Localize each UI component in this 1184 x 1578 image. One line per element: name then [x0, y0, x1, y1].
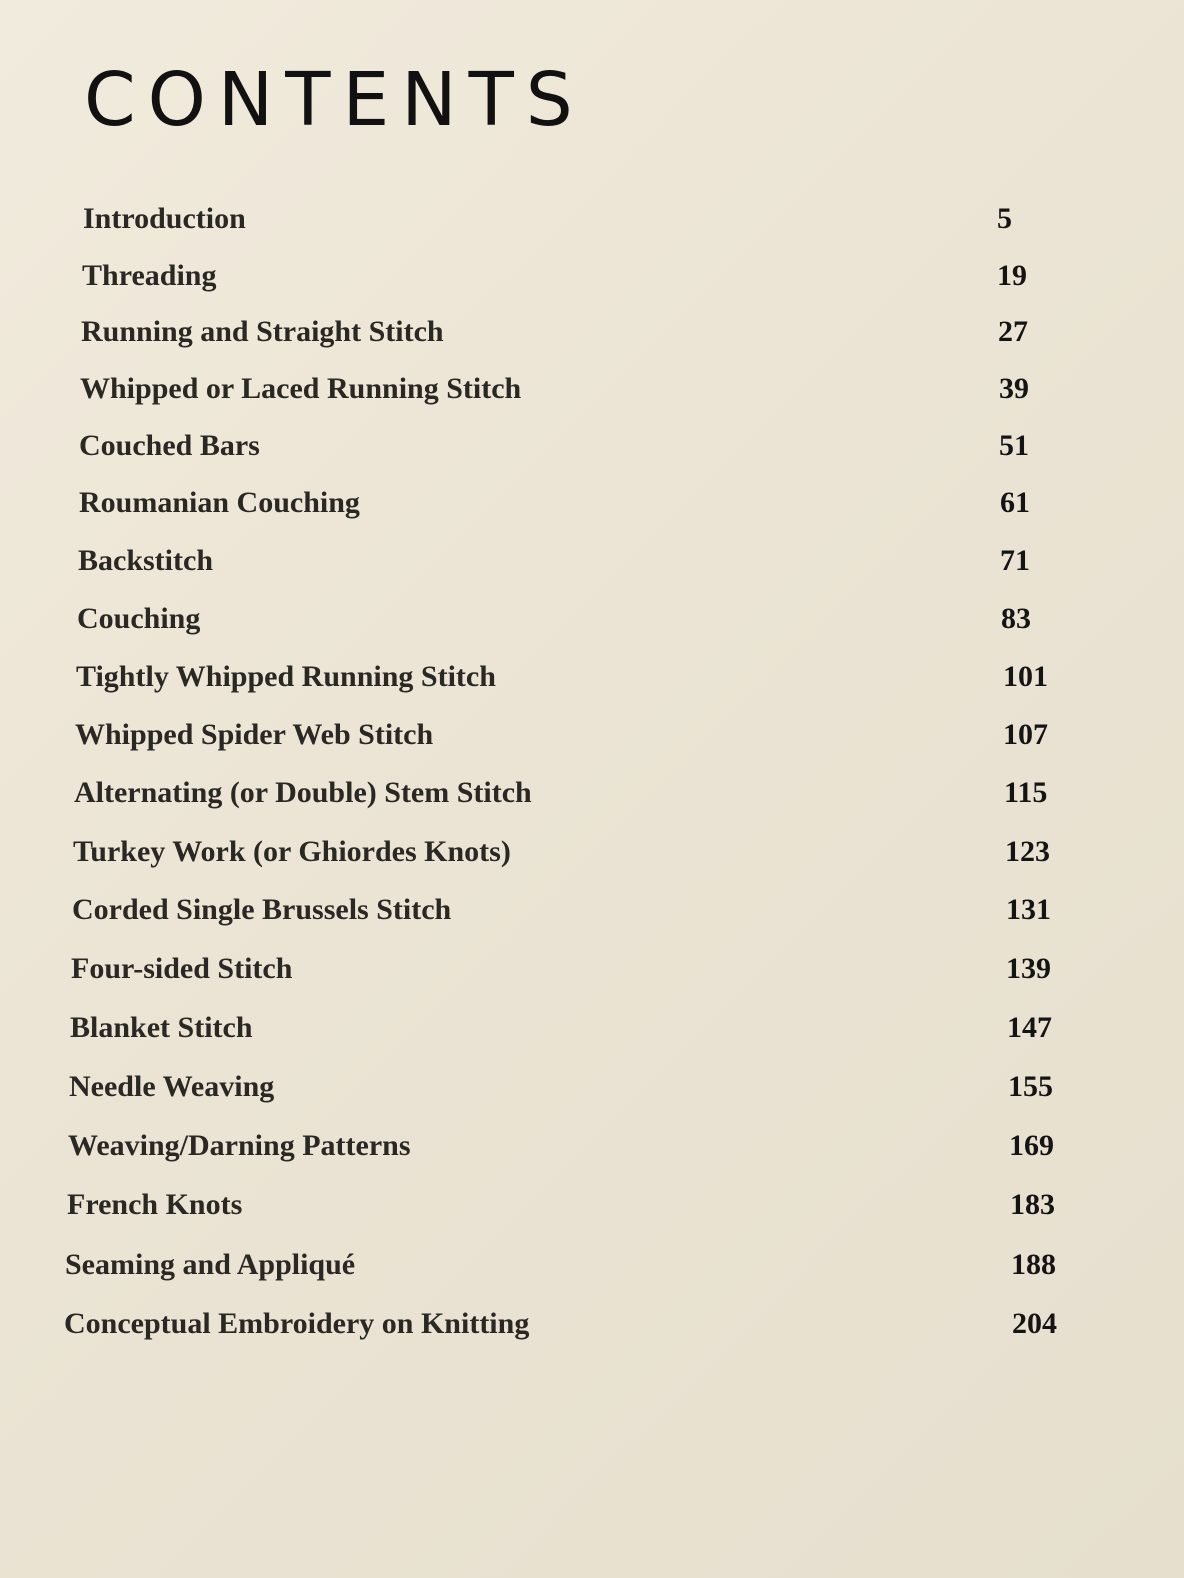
- toc-entry-page: 169: [1009, 1129, 1054, 1162]
- toc-entry-title: Whipped Spider Web Stitch: [75, 718, 434, 751]
- toc-entry-title: Backstitch: [78, 544, 213, 577]
- toc-entry-page: 101: [1003, 660, 1048, 693]
- toc-entry: [0, 1185, 1184, 1225]
- toc-entry: [0, 773, 1184, 813]
- toc-entry: [0, 599, 1184, 639]
- toc-entry-title: Whipped or Laced Running Stitch: [80, 372, 522, 405]
- toc-entry: [0, 832, 1184, 872]
- toc-entry-title: Introduction: [83, 202, 246, 235]
- toc-entry: [0, 1126, 1184, 1166]
- toc-entry-page: 131: [1006, 893, 1051, 926]
- toc-entry-title: French Knots: [67, 1188, 243, 1221]
- toc-entry: [0, 426, 1184, 466]
- toc-entry-page: 39: [999, 372, 1029, 405]
- toc-entry-page: 139: [1006, 952, 1051, 985]
- toc-entry: [0, 256, 1184, 296]
- toc-entry-title: Couching: [77, 602, 201, 635]
- toc-entry: [0, 1245, 1184, 1285]
- toc-entry-page: 123: [1005, 835, 1050, 868]
- toc-entry: [0, 1304, 1184, 1344]
- toc-entry-title: Turkey Work (or Ghiordes Knots): [73, 835, 511, 868]
- toc-entry-page: 19: [997, 259, 1027, 292]
- toc-entry-title: Conceptual Embroidery on Knitting: [64, 1307, 530, 1340]
- toc-entry: [0, 312, 1184, 352]
- toc-entry-title: Alternating (or Double) Stem Stitch: [74, 776, 532, 809]
- toc-entry: [0, 541, 1184, 581]
- toc-entry-page: 155: [1008, 1070, 1053, 1103]
- toc-entry-page: 61: [1000, 486, 1030, 519]
- toc-entry: [0, 949, 1184, 989]
- toc-entry-title: Blanket Stitch: [70, 1011, 253, 1044]
- toc-entry-page: 147: [1007, 1011, 1052, 1044]
- toc-entry: [0, 657, 1184, 697]
- toc-entry: [0, 715, 1184, 755]
- toc-entry-title: Weaving/Darning Patterns: [68, 1129, 411, 1162]
- toc-entry-title: Threading: [82, 259, 217, 292]
- toc-entry-title: Corded Single Brussels Stitch: [72, 893, 452, 926]
- toc-entry-title: Seaming and Appliqué: [65, 1248, 356, 1281]
- page-title: CONTENTS: [84, 57, 585, 143]
- toc-entry-page: 183: [1010, 1188, 1055, 1221]
- toc-entry-page: 188: [1011, 1248, 1056, 1281]
- toc-entry: [0, 890, 1184, 930]
- toc-entry-title: Couched Bars: [79, 429, 260, 462]
- toc-entry-page: 107: [1003, 718, 1048, 751]
- toc-entry-title: Running and Straight Stitch: [81, 315, 444, 348]
- toc-entry-page: 204: [1012, 1307, 1057, 1340]
- toc-entry-page: 71: [1000, 544, 1030, 577]
- toc-entry: [0, 1008, 1184, 1048]
- toc-entry-page: 27: [998, 315, 1028, 348]
- toc-entry: [0, 369, 1184, 409]
- toc-entry-title: Tightly Whipped Running Stitch: [76, 660, 496, 693]
- toc-entry-title: Four-sided Stitch: [71, 952, 293, 985]
- toc-entry-page: 115: [1004, 776, 1048, 809]
- toc-entry-page: 5: [997, 202, 1012, 235]
- toc-entry-page: 51: [999, 429, 1029, 462]
- toc-entry-title: Needle Weaving: [69, 1070, 275, 1103]
- toc-entry-title: Roumanian Couching: [79, 486, 360, 519]
- toc-entry: [0, 1067, 1184, 1107]
- toc-entry: [0, 483, 1184, 523]
- toc-entry-page: 83: [1001, 602, 1031, 635]
- toc-entry: [0, 199, 1184, 239]
